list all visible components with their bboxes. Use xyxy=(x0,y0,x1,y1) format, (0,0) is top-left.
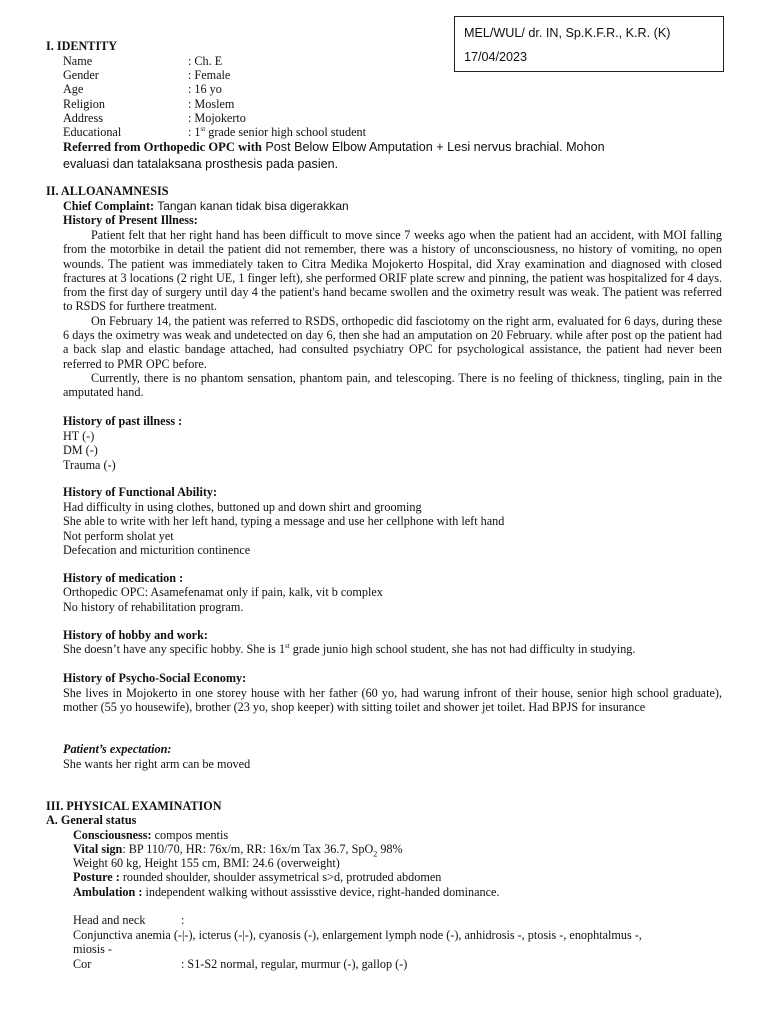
identity-label: Religion xyxy=(63,97,105,111)
past-illness-label: History of past illness : xyxy=(63,414,183,428)
cor-text: : S1-S2 normal, regular, murmur (-), gallop (-) xyxy=(181,957,408,971)
head-neck-findings-cont: miosis - xyxy=(73,942,112,956)
past-illness-item: DM (-) xyxy=(63,443,98,457)
referral-text-cont: evaluasi dan tatalaksana prosthesis pada pasien. xyxy=(63,157,339,171)
ambulation-text: independent walking without assisstive device, right-handed dominance. xyxy=(142,885,500,899)
head-neck-findings: Conjunctiva anemia (-|-), icterus (-|-), cyanosis (-), enlargement lymph node (-), anhidrosis -, ptosis -, enophtalmus -, xyxy=(73,928,642,942)
identity-row-religion xyxy=(63,97,723,111)
consciousness-text: compos mentis xyxy=(151,828,229,842)
identity-value: : Ch. E xyxy=(188,54,223,68)
posture-line xyxy=(73,870,441,884)
psycho-social-label: History of Psycho-Social Economy: xyxy=(63,671,247,685)
identity-row-educational xyxy=(63,125,723,139)
past-illness-item: HT (-) xyxy=(63,429,95,443)
chief-complaint-label: Chief Complaint: xyxy=(63,199,155,213)
identity-row-age xyxy=(63,82,723,96)
identity-row-name xyxy=(63,54,723,68)
chief-complaint xyxy=(63,199,349,213)
hpi-label: History of Present Illness: xyxy=(63,213,198,227)
consciousness-label: Consciousness: xyxy=(73,828,152,842)
hpi-paragraph: Currently, there is no phantom sensation, phantom pain, and telescoping. There is no feeling of thickness, tingling, pain in the amputated hand. xyxy=(63,370,722,400)
hpi-paragraph: On February 14, the patient was referred to RSDS, orthopedic did fasciotomy on the right arm, evaluated for 6 days, during these 6 days the oximetry was weak and undetected on day 6, then she had an amputation on 20 February. while after post op the patient had a back slap and elastic bandage attached, had consulted psychiatry OPC for psychological assistance, the patient had never been referred to PMR OPC before. xyxy=(63,313,722,371)
past-illness-item: Trauma (-) xyxy=(63,458,116,472)
ambulation-label: Ambulation : xyxy=(73,885,143,899)
psycho-social-text: She lives in Mojokerto in one storey house with her father (60 yo, had warung infront of their house, senior high school graduate), mother (55 yo housewife), brother (23 yo, shop keeper) with sitting toilet and shower jet toilet. Had BPJS for insurance xyxy=(63,686,722,715)
document-date: 17/04/2023 xyxy=(464,50,528,64)
identity-value: : 16 yo xyxy=(188,82,222,96)
posture-text: rounded shoulder, shoulder assymetrical s>d, protruded abdomen xyxy=(119,870,442,884)
cor-line xyxy=(73,957,407,971)
identity-label: Gender xyxy=(63,68,99,82)
identity-row-address xyxy=(63,111,723,125)
general-status-heading: A. General status xyxy=(46,813,137,827)
identity-value: : Female xyxy=(188,68,231,82)
vital-sign-label: Vital sign xyxy=(73,842,123,856)
alloanamnesis-heading: II. ALLOANAMNESIS xyxy=(46,184,169,198)
hpi-paragraph: Patient felt that her right hand has been difficult to move since 7 weeks ago when the patient had an accident, with MOI falling from the motorbike in detail the patient did not remember, there was a history of unconsciousness, no history of vomiting, no open wounds. The patient was immediately taken to Citra Medika Mojokerto Hospital, did Xray examination and diagnosed with closed fractures at 3 locations (2 right UE, 1 finger left), she performed ORIF plate screw and pinning, the patient was hospitalized for 4 days. from the first day of surgery until day 4 the patient's hand became swollen and the oximetry result was weak. The patient was referred to RSDS for furthere treatment. xyxy=(63,228,722,314)
identity-label: Age xyxy=(63,82,84,96)
doctor-code: MEL/WUL/ dr. IN, Sp.K.F.R., K.R. (K) xyxy=(464,26,671,40)
chief-complaint-text: Tangan kanan tidak bisa digerakkan xyxy=(154,199,349,213)
physical-exam-heading: III. PHYSICAL EXAMINATION xyxy=(46,799,222,813)
weight-line: Weight 60 kg, Height 155 cm, BMI: 24.6 (overweight) xyxy=(73,856,340,870)
hpi-body xyxy=(63,228,722,400)
posture-label: Posture : xyxy=(73,870,120,884)
medication-item: No history of rehabilitation program. xyxy=(63,600,244,614)
functional-ability-item: Defecation and micturition continence xyxy=(63,543,251,557)
head-neck-label: Head and neck xyxy=(73,913,146,927)
referral-text: Post Below Elbow Amputation + Lesi nervus brachial. Mohon xyxy=(261,140,605,154)
functional-ability-label: History of Functional Ability: xyxy=(63,485,218,499)
cor-label: Cor xyxy=(73,957,92,971)
identity-label: Educational xyxy=(63,125,122,139)
functional-ability-item: She able to write with her left hand, typing a message and use her cellphone with left hand xyxy=(63,514,505,528)
functional-ability-item: Not perform sholat yet xyxy=(63,529,174,543)
identity-label: Name xyxy=(63,54,93,68)
medication-label: History of medication : xyxy=(63,571,184,585)
identity-value: : 1st grade senior high school student xyxy=(188,124,366,139)
consciousness-line xyxy=(73,828,228,842)
referral-label: Referred from Orthopedic OPC with xyxy=(63,140,262,154)
identity-label: Address xyxy=(63,111,103,125)
identity-row-gender xyxy=(63,68,723,82)
hobby-work-label: History of hobby and work: xyxy=(63,628,208,642)
expectation-label: Patient’s expectation: xyxy=(63,742,172,756)
medication-item: Orthopedic OPC: Asamefenamat only if pain, kalk, vit b complex xyxy=(63,585,383,599)
identity-value: : Moslem xyxy=(188,97,235,111)
referral-line xyxy=(63,140,605,154)
ambulation-line xyxy=(73,885,500,899)
expectation-text: She wants her right arm can be moved xyxy=(63,757,251,771)
vital-sign-line: Vital sign: BP 110/70, HR: 76x/m, RR: 16x/m Tax 36.7, SpO$_2$ 98% xyxy=(73,842,403,859)
head-neck-line: Head and neck : xyxy=(73,913,185,927)
identity-value: : Mojokerto xyxy=(188,111,246,125)
functional-ability-item: Had difficulty in using clothes, buttoned up and down shirt and grooming xyxy=(63,500,422,514)
hobby-work-text: She doesn’t have any specific hobby. She is 1st grade junio high school student, she has not had difficulty in studying. xyxy=(63,641,636,656)
identity-heading: I. IDENTITY xyxy=(46,39,118,53)
